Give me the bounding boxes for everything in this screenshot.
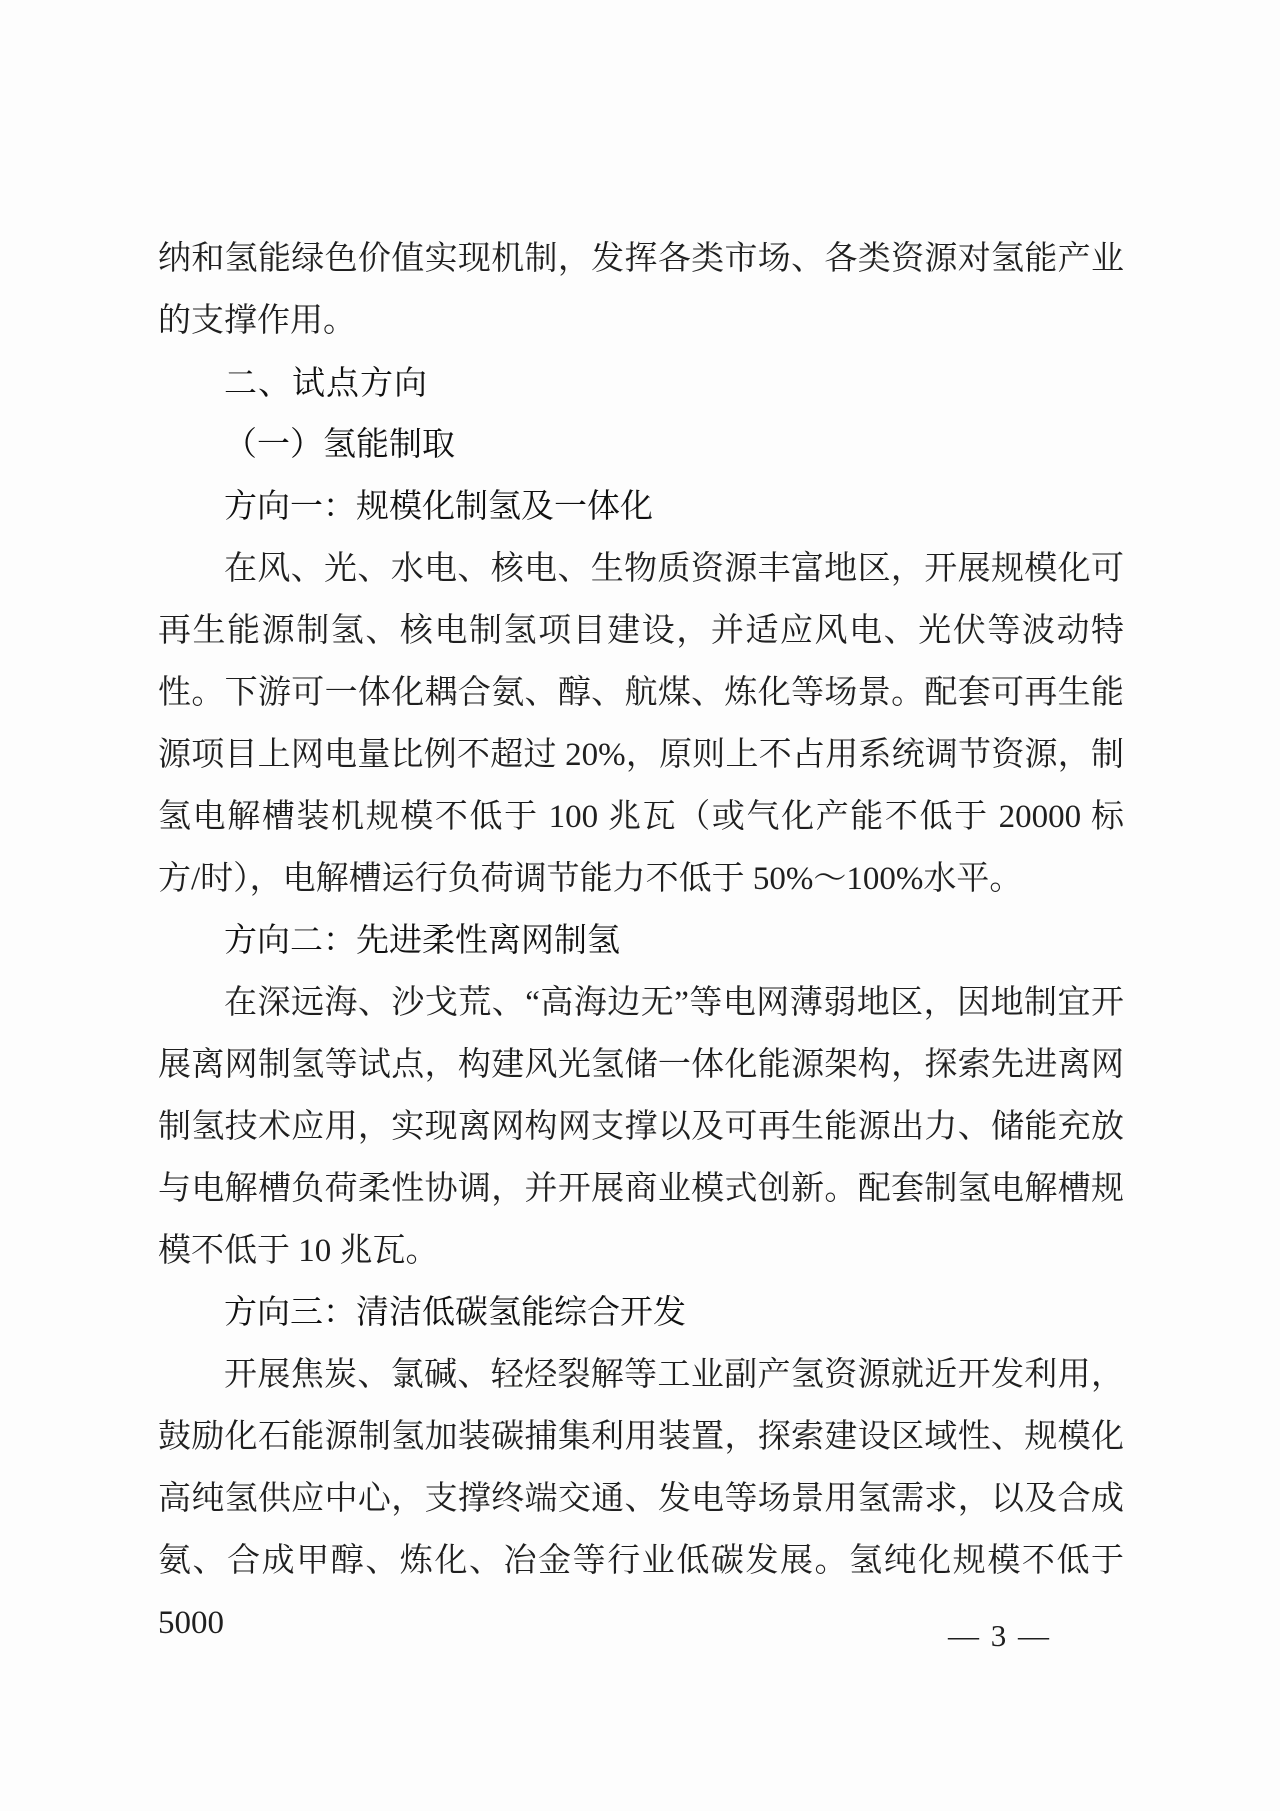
direction-2-heading: 方向二：先进柔性离网制氢 xyxy=(224,923,620,959)
section-heading-pilot-directions: 二、试点方向 xyxy=(224,364,428,401)
direction-2-paragraph: 在深远海、沙戈荒、“高海边无”等电网薄弱地区，因地制宜开展离网制氢等试点，构建风光氢储一体化能源架构，探索先进离网制氢技术应用，实现离网构网支撑以及可再生能源出力、储能充放与电解槽负荷柔性协调，并开展商业模式创新。配套制氢电解槽规模不低于 10 兆瓦。 xyxy=(158,985,1124,1269)
direction-1-paragraph: 在风、光、水电、核电、生物质资源丰富地区，开展规模化可再生能源制氢、核电制氢项目建设，并适应风电、光伏等波动特性。下游可一体化耦合氨、醇、航煤、炼化等场景。配套可再生能源项目上网电量比例不超过 20%，原则上不占用系统调节资源，制氢电解槽装机规模不低于 100 兆瓦（或气化产能不低于 20000 标方/时），电解槽运行负荷调节能力不低于 50%～100%水平。 xyxy=(158,551,1124,897)
subsection-heading-hydrogen-production: （一）氢能制取 xyxy=(224,427,455,463)
direction-3-paragraph: 开展焦炭、氯碱、轻烃裂解等工业副产氢资源就近开发利用，鼓励化石能源制氢加装碳捕集利用装置，探索建设区域性、规模化高纯氢供应中心，支撑终端交通、发电等场景用氢需求，以及合成氨、合成甲醇、炼化、冶金等行业低碳发展。氢纯化规模不低于 5000 xyxy=(158,1357,1124,1641)
page-number: — 3 — xyxy=(948,1618,1051,1653)
document-body xyxy=(158,228,1124,1654)
paragraph-continuation: 纳和氢能绿色价值实现机制，发挥各类市场、各类资源对氢能产业的支撑作用。 xyxy=(158,241,1124,339)
direction-1-heading: 方向一：规模化制氢及一体化 xyxy=(224,489,653,525)
direction-3-heading: 方向三：清洁低碳氢能综合开发 xyxy=(224,1295,686,1331)
